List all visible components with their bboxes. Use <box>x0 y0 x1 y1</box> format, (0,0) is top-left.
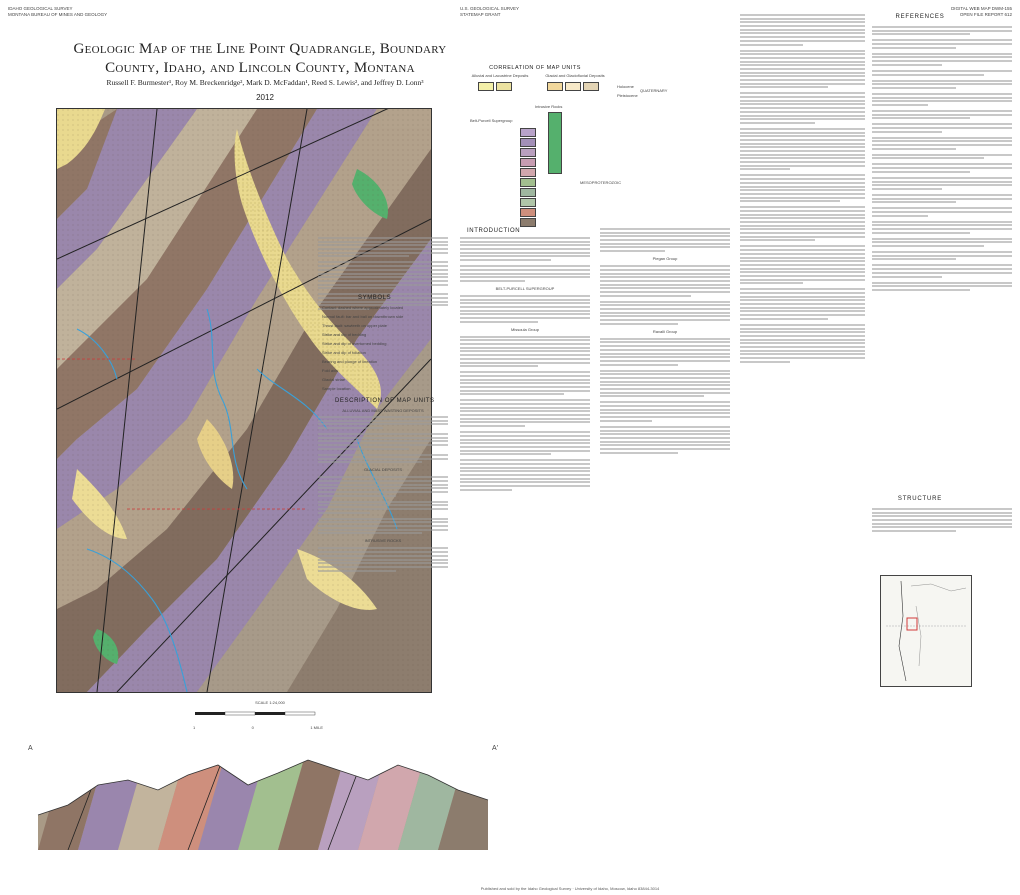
symbol-sample: Sample location <box>322 386 351 391</box>
unit-box-Ysm <box>520 148 536 157</box>
report-number-1: DIGITAL WEB MAP DWM-155 <box>951 6 1012 11</box>
symbol-glacial-striae: Glacial striae <box>322 377 346 382</box>
symbols-heading: SYMBOLS <box>358 295 392 301</box>
unit-box-Ysn <box>520 128 536 137</box>
footer-text: Published and sold by the Idaho Geological Survey · University of Idaho, Moscow, Idaho 83844-3014 <box>480 886 660 891</box>
unit-box-Ypu <box>520 188 536 197</box>
belt-heading: BELT-PURCELL SUPERGROUP <box>495 285 555 291</box>
header-left <box>8 6 107 17</box>
unit-box-Ysh <box>520 138 536 147</box>
unit-box-Yh <box>520 168 536 177</box>
unit-box-Qaf <box>496 82 512 91</box>
agency-1: IDAHO GEOLOGICAL SURVEY <box>8 6 73 11</box>
cross-section-graphic <box>28 745 498 850</box>
report-number-2: OPEN FILE REPORT 612 <box>959 11 1012 17</box>
header-center <box>460 6 519 17</box>
unit-box-Yw <box>520 158 536 167</box>
references-heading: REFERENCES <box>895 14 945 20</box>
label-intrusive: Intrusive Rocks <box>535 104 563 109</box>
scale-tick-1: 1 <box>193 725 196 730</box>
correlation-label-glacial: Glacial and Glaciofluvial Deposits <box>545 73 605 78</box>
section-label-a-prime: A′ <box>492 745 498 752</box>
unit-box-Ymi <box>548 112 562 174</box>
label-pleistocene: Pleistocene <box>617 93 638 98</box>
symbol-lineation: Bearing and plunge of lineation <box>322 359 378 364</box>
unit-box-Qgt <box>583 82 599 91</box>
unit-box-Ypm <box>520 198 536 207</box>
index-map-graphic <box>881 576 971 686</box>
correlation-title: CORRELATION OF MAP UNITS <box>489 65 581 71</box>
glacial-subheading: GLACIAL DEPOSITS <box>363 467 403 473</box>
unit-box-Ye <box>520 178 536 187</box>
publication-year: 2012 <box>256 93 274 102</box>
symbol-overturned-bedding: Strike and dip of overturned bedding <box>322 341 387 346</box>
symbol-fold-axis: Fold axis <box>322 368 339 373</box>
symbol-bedding: Strike and dip of bedding <box>322 332 367 337</box>
authors: Russell F. Burmester¹, Roy M. Breckenridge², Mark D. McFaddan¹, Reed S. Lewis², and Jeffrey D. Lonn³ <box>106 78 424 87</box>
correlation-label-unconsolidated: Alluvial and Lacustrine Deposits <box>471 73 529 78</box>
alluvial-subheading: ALLUVIAL AND MASS WASTING DEPOSITS <box>342 408 424 413</box>
intro-heading: INTRODUCTION <box>467 228 521 234</box>
symbols-legend <box>322 305 452 395</box>
scale-tick-mile: 1 MILE <box>310 725 323 730</box>
scale-bar <box>190 700 350 730</box>
symbol-normal-fault: Normal fault: bar and ball on downthrown side <box>322 314 404 319</box>
description-col-3 <box>600 228 730 688</box>
description-col-1 <box>318 408 448 688</box>
scale-graphic <box>190 710 350 720</box>
section-label-a: A <box>28 745 33 752</box>
description-col-4 <box>740 14 865 794</box>
label-belt: Belt-Purcell Supergroup <box>470 118 513 123</box>
unit-box-Ybl <box>520 218 536 227</box>
unit-box-Qal <box>478 82 494 91</box>
scale-label: SCALE 1:24,000 <box>255 700 285 705</box>
description-heading: DESCRIPTION OF MAP UNITS <box>335 398 435 404</box>
symbol-contact: Contact: dashed where approximately located <box>322 305 404 310</box>
agency-2: MONTANA BUREAU OF MINES AND GEOLOGY <box>8 11 108 17</box>
agency-3: U.S. GEOLOGICAL SURVEY <box>460 6 520 11</box>
description-col-2 <box>460 237 590 687</box>
unit-box-Yrb <box>520 208 536 217</box>
label-holocene: Holocene <box>617 84 634 89</box>
structure-heading: STRUCTURE <box>897 496 943 502</box>
scale-ticks <box>190 725 323 730</box>
intrusive-subheading: INTRUSIVE ROCKS <box>364 538 402 544</box>
label-quaternary: QUATERNARY <box>640 88 668 93</box>
unit-box-Qt <box>547 82 563 91</box>
piegan-heading: Piegan Group <box>652 256 678 262</box>
symbol-foliation: Strike and dip of foliation <box>322 350 366 355</box>
references-list <box>872 26 1012 491</box>
cross-section <box>28 745 498 850</box>
missoula-heading: Missoula Group <box>510 326 539 332</box>
map-title: Geologic Map of the Line Point Quadrangle, Boundary County, Idaho, and Lincoln County, Montana <box>73 41 447 76</box>
structure-text <box>872 508 1012 568</box>
index-map <box>880 575 972 687</box>
grant: STATEMAP GRANT <box>460 11 501 17</box>
ravalli-heading: Ravalli Group <box>652 328 678 334</box>
scale-tick-0: 0 <box>251 725 254 730</box>
label-mesoproterozoic: MESOPROTEROZOIC <box>580 180 622 185</box>
unit-box-Qgo <box>565 82 581 91</box>
symbol-thrust-fault: Thrust fault: sawteeth on upper plate <box>322 323 387 328</box>
